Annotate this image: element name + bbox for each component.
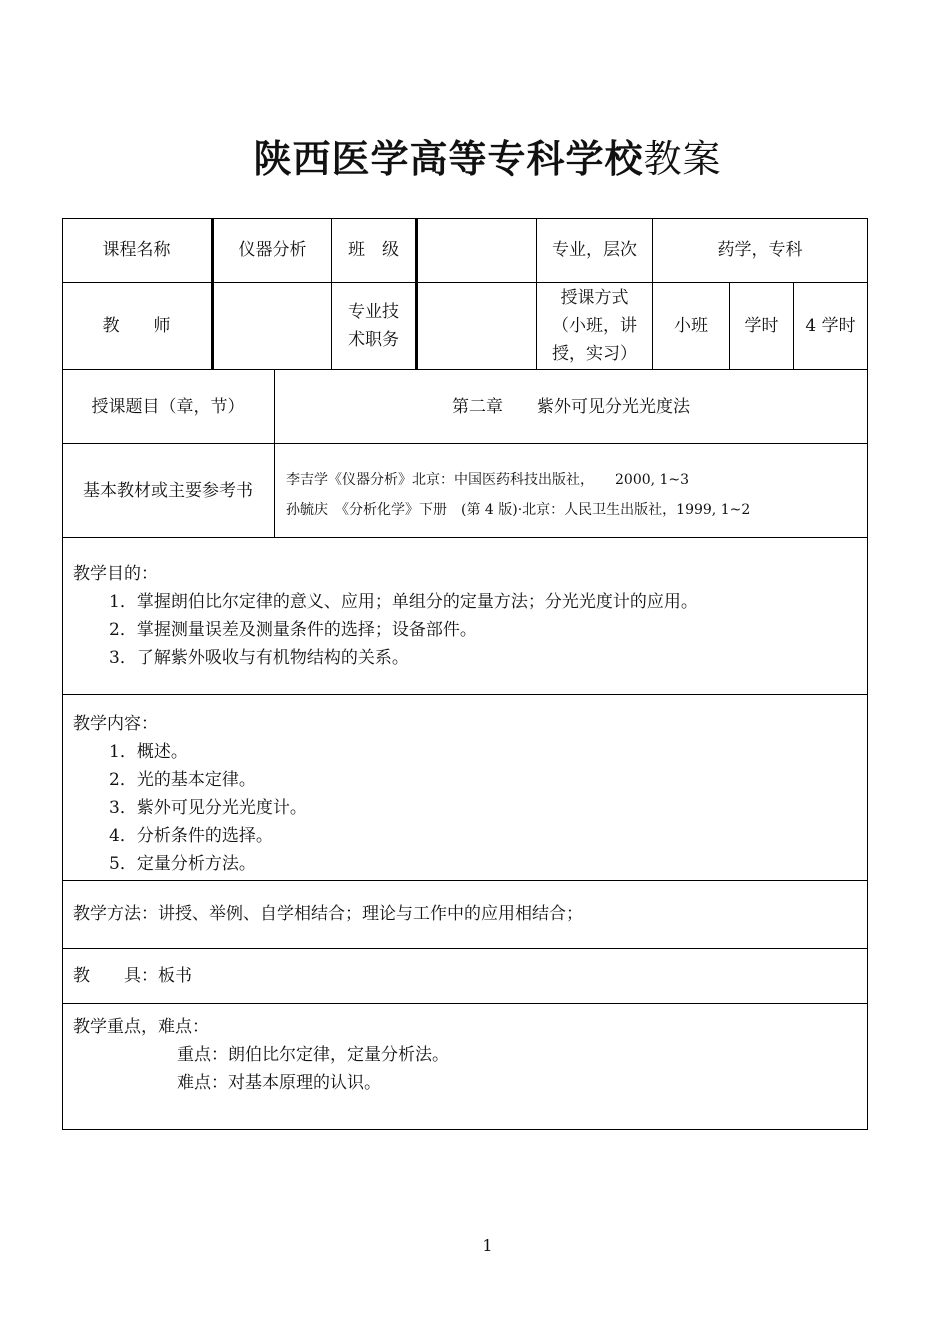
- topic-label: 授课题目（章，节）: [91, 396, 245, 417]
- keypoints-key: 重点：朗伯比尔定律，定量分析法。: [177, 1045, 449, 1065]
- title-label-line1: 专业技: [348, 302, 399, 322]
- teaching-methods: 教学方法：讲授、举例、自学相结合；理论与工作中的应用相结合；: [73, 904, 583, 924]
- title-value: [418, 283, 536, 369]
- keypoints-heading: 教学重点，难点：: [73, 1017, 209, 1037]
- content-section: [73, 710, 863, 878]
- objective-item: 3．了解紫外吸收与有机物结构的关系。: [109, 648, 409, 668]
- title-school: 陕西医学高等专科学校: [253, 137, 644, 181]
- teaching-method-value: 小班: [674, 316, 708, 336]
- keypoints-section: [73, 1013, 863, 1097]
- keypoints-difficult: 难点：对基本原理的认识。: [177, 1073, 381, 1093]
- course-name-value: 仪器分析: [238, 240, 307, 260]
- content-item: 5．定量分析方法。: [109, 854, 256, 874]
- teacher-label: 教 师: [102, 316, 171, 336]
- reference-item: 孙毓庆 《分析化学》下册 (第 4 版)·北京：人民卫生出版社，1999, 1~2: [286, 502, 751, 518]
- major-level-label: 专业，层次: [552, 240, 637, 260]
- border-bottom: [62, 1129, 868, 1130]
- rule-row4: [62, 537, 868, 538]
- content-heading: 教学内容：: [73, 714, 158, 734]
- class-label: 班 级: [348, 240, 399, 260]
- content-item: 4．分析条件的选择。: [109, 826, 273, 846]
- content-item: 3．紫外可见分光光度计。: [109, 798, 307, 818]
- rule-row7: [62, 948, 868, 949]
- teaching-method-line3: 授，实习）: [552, 344, 637, 364]
- title-suffix: 教案: [643, 137, 722, 181]
- objective-item: 2．掌握测量误差及测量条件的选择；设备部件。: [109, 620, 477, 640]
- title-label-line2: 术职务: [348, 330, 399, 350]
- references-label: 基本教材或主要参考书: [83, 480, 253, 501]
- rule-row5: [62, 694, 868, 695]
- teaching-method-line2: （小班，讲: [552, 316, 637, 336]
- course-name-label: 课程名称: [102, 240, 171, 260]
- teaching-method-label: [537, 283, 652, 369]
- topic-value: 第二章 紫外可见分光光度法: [452, 396, 690, 417]
- objective-item: 1．掌握朗伯比尔定律的意义、应用；单组分的定量方法；分光光度计的应用。: [109, 592, 698, 612]
- lesson-plan-table: [62, 218, 868, 1130]
- references-list: [286, 465, 861, 525]
- objectives-heading: 教学目的：: [73, 564, 158, 584]
- major-level-value: 药学，专科: [717, 240, 803, 260]
- reference-item: 李吉学《仪器分析》北京：中国医药科技出版社， 2000, 1~3: [286, 472, 690, 488]
- teaching-method-line1: 授课方式: [560, 288, 629, 308]
- content-item: 1．概述。: [109, 742, 188, 762]
- border-right: [867, 218, 868, 1130]
- title-label: [332, 283, 415, 369]
- teaching-tools: 教 具：板书: [73, 966, 192, 986]
- content-item: 2．光的基本定律。: [109, 770, 256, 790]
- rule-row8: [62, 1003, 868, 1004]
- page-number: 1: [482, 1236, 493, 1255]
- hours-label: 学时: [744, 316, 779, 336]
- teacher-value: [214, 283, 331, 369]
- hours-value: 4 学时: [805, 316, 856, 336]
- page-title: [0, 128, 950, 183]
- rule-row6: [62, 880, 868, 881]
- class-value: [418, 218, 536, 282]
- objectives-section: [73, 560, 863, 672]
